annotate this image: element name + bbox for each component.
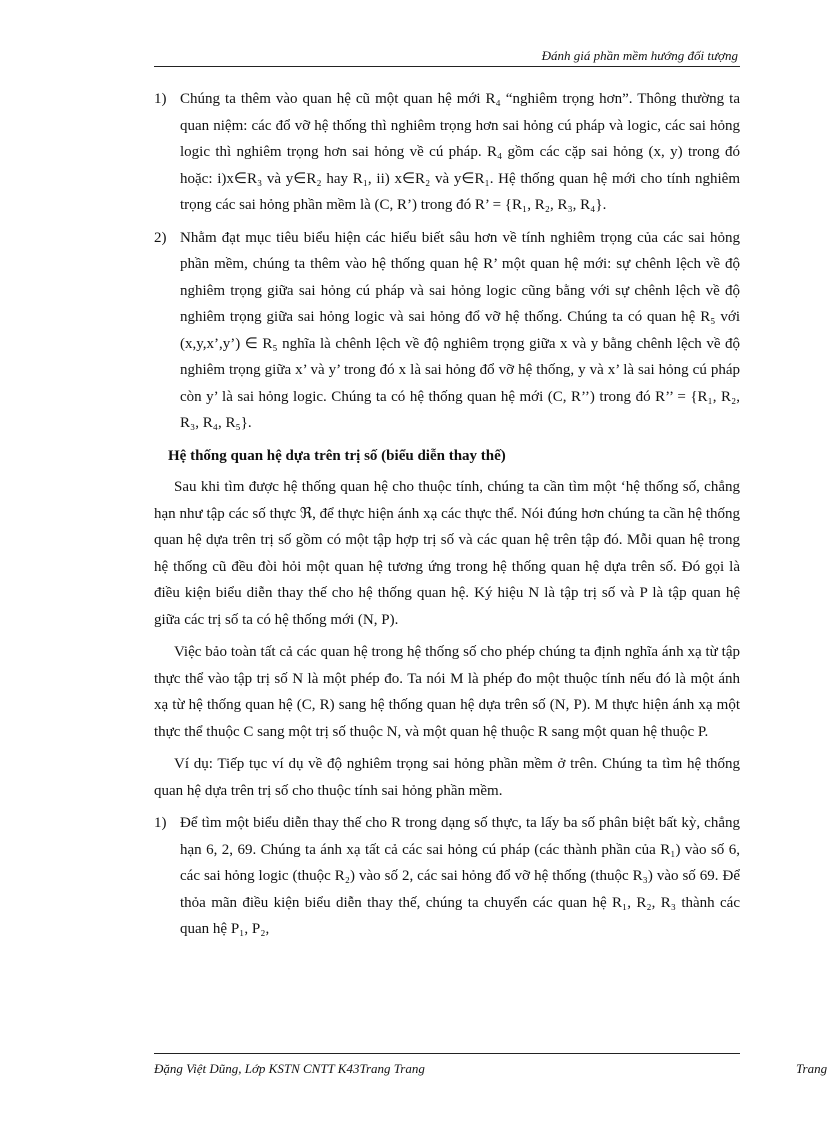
list-item: [154, 86, 740, 219]
list-number: 1): [154, 91, 167, 107]
header-divider: [154, 66, 740, 67]
list-text: Chúng ta thêm vào quan hệ cũ một quan hệ mới R₄ “nghiêm trọng hơn”. Thông thường ta quan niệm: các đổ vỡ hệ thống thì nghiêm trọng hơn sai hỏng cú pháp và logic, các sai hỏng logic thì nghiêm trọng hơn sai hỏng về cú pháp. R₄ gồm các cặp sai hỏng (x, y) trong đó hoặc: i)x∈R₃ và y∈R₂ hay R₁, ii) x∈R₂ và y∈R₁. Hệ thống quan hệ mới cho tính nghiêm trọng các sai hỏng phần mềm là (C, R’) trong đó R’ = {R₁, R₂, R₃, R₄}.: [180, 91, 740, 213]
header-title: Đánh giá phần mềm hướng đối tượng: [541, 48, 738, 63]
list-text: Để tìm một biểu diễn thay thế cho R trong dạng số thực, ta lấy ba số phân biệt bất kỳ, chẳng hạn 6, 2, 69. Chúng ta ánh xạ tất cả các sai hỏng cú pháp (các thành phần của R₁) vào số 6, các sai hỏng logic (thuộc R₂) vào số 2, các sai hỏng đổ vỡ hệ thống (thuộc R₃) vào số 69. Để thỏa mãn điều kiện biểu diễn thay thế, chúng ta chuyển các quan hệ R₁, R₂, R₃ thành các quan hệ P₁, P₂,: [180, 815, 740, 937]
paragraph: Ví dụ: Tiếp tục ví dụ về độ nghiêm trọng sai hỏng phần mềm ở trên. Chúng ta tìm hệ thống quan hệ dựa trên trị số cho thuộc tính sai hỏng phần mềm.: [154, 756, 740, 799]
footer-page-label: Trang: [796, 1061, 827, 1076]
list-number: 2): [154, 229, 167, 246]
paragraph: Việc bảo toàn tất cả các quan hệ trong hệ thống số cho phép chúng ta định nghĩa ánh xạ từ tập thực thể vào tập trị số N là một phép đo. Ta nói M là phép đo một thuộc tính nếu đó là một ánh xạ từ hệ thống quan hệ (C, R) sang hệ thống quan hệ dựa trên số (N, P). M thực hiện ánh xạ một thực thể thuộc C sang một trị số thuộc N, và một quan hệ thuộc R sang một quan hệ thuộc P.: [154, 644, 740, 740]
list-text: Nhằm đạt mục tiêu biểu hiện các hiểu biết sâu hơn về tính nghiêm trọng của các sai hỏng phần mềm, chúng ta thêm vào hệ thống quan hệ R’ một quan hệ mới: sự chênh lệch về độ nghiêm trọng giữa sai hỏng cú pháp và sai hỏng logic cũng bằng với sự chênh lệch về độ nghiêm trọng giữa sai hỏng logic và sai hỏng đổ vỡ hệ thống. Chúng ta có quan hệ R₅ với (x,y,x’,y’) ∈ R₅ nghĩa là chênh lệch về độ nghiêm trọng giữa x và y bằng chênh lệch về độ nghiêm trọng giữa x’ và y’ trong đó x là sai hỏng đổ vỡ hệ thống, y và x’ là sai hỏng cú pháp còn y’ là sai hỏng logic. Chúng ta có hệ thống quan hệ mới (C, R’’) trong đó R’’ = {R₁, R₂, R₃, R₄, R₅}.: [180, 229, 740, 431]
footer-divider: [154, 1053, 740, 1054]
footer-author: Đặng Việt Dũng, Lớp KSTN CNTT K43Trang Trang: [154, 1061, 425, 1076]
list-item: [154, 810, 740, 943]
list-number: 1): [154, 815, 167, 831]
paragraph: Sau khi tìm được hệ thống quan hệ cho thuộc tính, chúng ta cần tìm một ‘hệ thống số, chẳng hạn như tập các số thực ℜ, để thực hiện ánh xạ các thực thể. Nói đúng hơn chúng ta cần hệ thống quan hệ dựa trên trị số gồm có một tập hợp trị số và các quan hệ trên tập đó. Mỗi quan hệ trong hệ thống cũ đều đòi hỏi một quan hệ tương ứng trong hệ thống quan hệ dựa trên số. Đó gọi là điều kiện biểu diễn thay thế cho hệ thống quan hệ. Ký hiệu N là tập trị số và P là tập quan hệ giữa các trị số ta có hệ thống mới (N, P).: [154, 479, 740, 628]
section-heading: Hệ thống quan hệ dựa trên trị số (biểu diễn thay thế): [168, 447, 506, 464]
page-content: [154, 86, 740, 949]
list-item: [154, 225, 740, 437]
